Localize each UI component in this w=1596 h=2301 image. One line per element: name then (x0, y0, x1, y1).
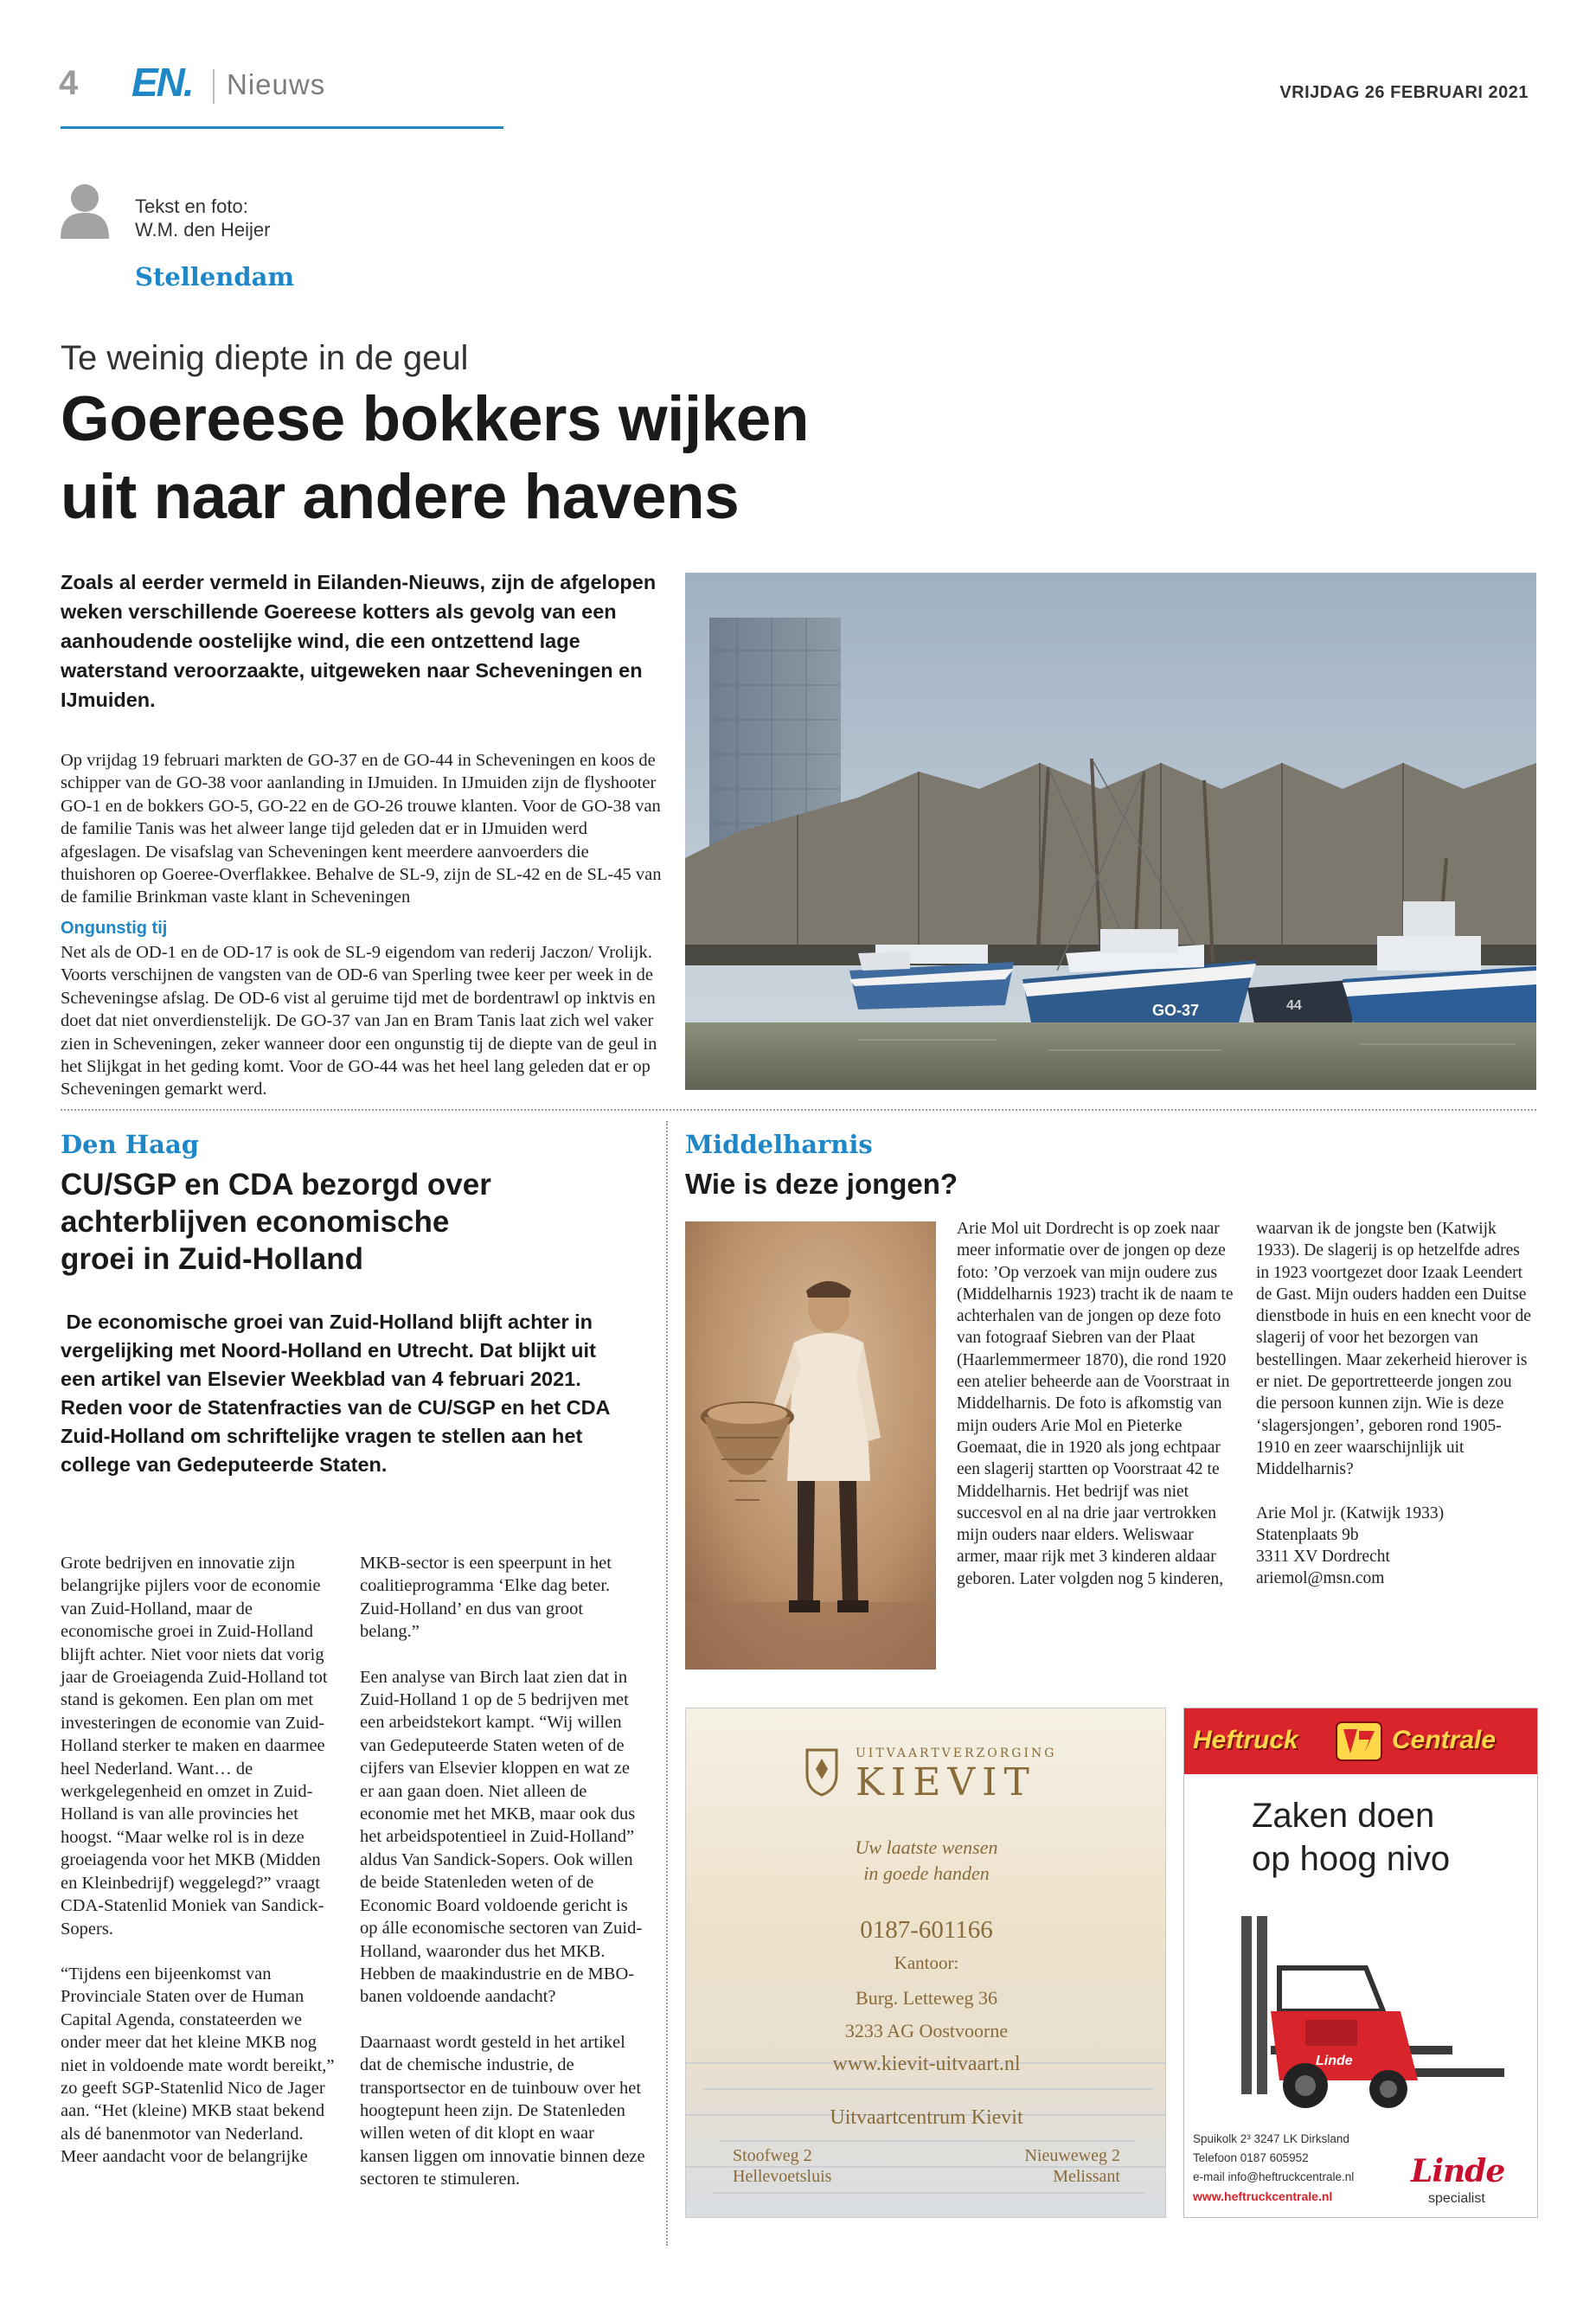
section-divider (61, 1109, 1536, 1111)
ad-phone[interactable]: 0187-601166 (860, 1916, 993, 1944)
byline-author: W.M. den Heijer (135, 219, 271, 240)
ad-slogan: Uw laatste wensen (855, 1836, 998, 1858)
ad-brand-name: KIEVIT (856, 1760, 1036, 1804)
headline-line-3: groei in Zuid-Holland (61, 1242, 363, 1276)
ad-brand-left: Heftruck (1193, 1726, 1298, 1754)
ad-website[interactable]: www.heftruckcentrale.nl (1193, 2189, 1333, 2203)
ad-location-city: Melissant (1053, 2167, 1120, 2186)
hc-logo-icon (1335, 1719, 1383, 1764)
column-divider (666, 1121, 668, 2246)
header-divider (213, 69, 215, 104)
ad-kievit[interactable] (685, 1708, 1166, 2218)
ad-slogan: Zaken doen (1252, 1797, 1435, 1835)
ad-slogan: in goede handen (863, 1862, 990, 1884)
author-avatar (59, 182, 111, 239)
address-line: 3311 XV Dordrecht (1256, 1548, 1390, 1567)
location-tag: Stellendam (135, 262, 295, 292)
forklift-image (1219, 1916, 1513, 2115)
signature: Arie Mol jr. (Katwijk 1933) (1256, 1503, 1445, 1522)
subhead: Ongunstig tij (61, 919, 168, 938)
paragraph: waarvan ik de jongste ben (Katwijk 1933). De slagerij is op hetzelfde adres in 1923 voortgezet door Izaak Leendert de Gast. Mijn ouders hadden een Duitse dienstbode in huis en een knecht voor de slagerij of voor het bezorgen van bestellingen. Maar zekerheid hierover is er niet. De geportretteerde jongen zou die persoon kunnen zijn. Wie is deze ‘slagersjongen’, geboren rond 1905-1910 en zeer waarschijnlijk uit Middelharnis? (1256, 1220, 1531, 1479)
harbor-photo (685, 573, 1536, 1090)
headline: Wie is deze jongen? (685, 1168, 958, 1200)
linde-sub: specialist (1428, 2191, 1485, 2206)
ad-office-label: Kantoor: (894, 1952, 959, 1973)
lead-paragraph: De economische groei van Zuid-Holland blijft achter in vergelijking met Noord-Holland en Utrecht. Dat blijkt uit een artikel van Elsevier Weekblad van 4 februari 2021. Reden voor de Statenfracties van de CU/SGP en het CDA Zuid-Holland om schriftelijke vragen te stellen aan het college van Gedeputeerde Staten. (61, 1311, 616, 1476)
article-column-2 (360, 1552, 645, 2191)
paragraph: Daarnaast wordt gesteld in het artikel dat de chemische industrie, de transportsector en de tuinbouw over het hoogtepunt heen zijn. De Statenleden willen weten of dit klopt en waar kansen liggen om innovatie binnen deze sectoren te stimuleren. (360, 2032, 645, 2189)
ad-slogan: op hoog nivo (1252, 1840, 1451, 1878)
ad-street: Burg. Letteweg 36 (856, 1987, 997, 2009)
address-line: Statenplaats 9b (1256, 1525, 1359, 1544)
location-tag: Middelharnis (685, 1130, 873, 1159)
logo: EN. (131, 60, 193, 105)
ad-website[interactable]: www.kievit-uitvaart.nl (832, 2053, 1021, 2075)
ad-tagline: UITVAARTVERZORGING (856, 1747, 1057, 1760)
headline-line-1: CU/SGP en CDA bezorgd over (61, 1168, 491, 1202)
paragraph: MKB-sector is een speerpunt in het coalitieprogramma ‘Elke dag beter. Zuid-Holland’ en dus van groot belang.” (360, 1554, 612, 1642)
section-name: Nieuws (227, 68, 326, 100)
issue-date: VRIJDAG 26 FEBRUARI 2021 (1279, 83, 1529, 102)
article-body: Op vrijdag 19 februari markten de GO-37 en de GO-44 in Scheveningen en koos de schipper van de GO-38 voor aanlanding in IJmuiden. In IJmuiden zijn de flyshooter GO-1 en de bokkers GO-5, GO-22 en de GO-26 trouwe klanten. Voor de GO-38 van de familie Tanis was het alweer lange tijd geleden dat er in IJmuiden werd afgeslagen. De visafslag van Scheveningen kent meerdere aanvoerders die thuishoren op Goeree-Overflakkee. Behalve de SL-9, zijn de SL-42 en de SL-45 van de familie Brinkman vaste klant in Scheveningen (61, 751, 662, 907)
paragraph: Een analyse van Birch laat zien dat in Zuid-Holland 1 op de 5 bedrijven met een arbeidstekort kampt. “Wij willen van Gedeputeerde Staten weten of de cijfers van Elsevier kloppen en wat ze er aan gaan doen. Niet alleen de economie met het MKB, maar ook dus het arbeidspotentieel in Zuid-Holland” aldus Van Sandick-Sopers. Ook willen de beide Statenleden weten of de Economic Board voldoende gericht is op álle economische sectoren van Zuid-Holland, waaronder dus het MKB. Hebben de maakindustrie en de MBO-banen voldoende aandacht? (360, 1667, 643, 2007)
ad-postal: 3233 AG Oostvoorne (844, 2020, 1009, 2041)
article-column-2 (1256, 1218, 1535, 1590)
ad-location-city: Hellevoetsluis (733, 2167, 832, 2186)
header-rule (61, 126, 503, 129)
page-number: 4 (59, 64, 79, 102)
ad-location-street: Nieuweweg 2 (1024, 2146, 1120, 2165)
paragraph: Grote bedrijven en innovatie zijn belangrijke pijlers voor de economie van Zuid-Holland, maar de economische groei in Zuid-Holland blijft achter. Niet voor niets dat vorig jaar de Groeiagenda Zuid-Holland tot stand is gekomen. Een plan om met investeringen de economie van Zuid-Holland sterker te maken en daarmee heel Nederland. Want… de werkgelegenheid en omzet in Zuid-Holland is van alle provincies het hoogst. “Maar welke rol is in deze groeiagenda voor het MKB (Midden en Kleinbedrijf) weggelegd?” vraagt CDA-Statenlid Moniek van Sandick-Sopers. (61, 1554, 328, 1939)
ad-brand-right: Centrale (1392, 1726, 1497, 1754)
article-body: Net als de OD-1 en de OD-17 is ook de SL-9 eigendom van rederij Jaczon/ Vrolijk. Voorts verschijnen de vangsten van de OD-6 van Sperling twee keer per week in de Scheveningse afslag. De OD-6 vist al geruime tijd met de bordentrawl op inktvis en doet dat niet onverdienstelijk. De GO-37 van Jan en Bram Tanis laat zich wel vaker zien in Scheveningen, zeker wanneer door een ongunstig tij de diepte van de geul in het Slijkgat in het geding komt. Voor de GO-44 was het heel lang geleden dat er op Scheveningen gemarkt werd. (61, 943, 657, 1099)
ad-heftruck[interactable] (1183, 1708, 1538, 2218)
boy-portrait-photo (685, 1221, 936, 1670)
article-column-1 (61, 1552, 336, 2169)
kicker: Te weinig diepte in de geul (61, 339, 469, 377)
ad-phone[interactable]: Telefoon 0187 605952 (1193, 2151, 1309, 2164)
location-tag: Den Haag (61, 1130, 200, 1159)
paragraph: “Tijdens een bijeenkomst van Provinciale Staten over de Human Capital Agenda, constateerden we onder meer dat het kleine MKB nog niet in voldoende mate wordt bereikt,” zo geeft SGP-Statenlid Nico de Jager aan. “Het (kleine) MKB staat bekend als dé banenmotor van Nederland. Meer aandacht voor de belangrijke (61, 1964, 335, 2167)
byline-credit: Tekst en foto: (135, 195, 248, 217)
headline-line-1: Goereese bokkers wijken (61, 384, 809, 454)
linde-logo: Linde (1411, 2153, 1505, 2189)
ad-centre-name: Uitvaartcentrum Kievit (830, 2106, 1023, 2129)
email-address[interactable]: ariemol@msn.com (1256, 1569, 1385, 1588)
forklift-badge-text: Linde (1316, 2054, 1353, 2068)
ad-location-street: Stoofweg 2 (733, 2146, 812, 2165)
hull-number-label: 44 (1286, 998, 1302, 1013)
ad-email[interactable]: e-mail info@heftruckcentrale.nl (1193, 2170, 1355, 2183)
lead-paragraph: Zoals al eerder vermeld in Eilanden-Nieuws, zijn de afgelopen weken verschillende Goereese kotters als gevolg van een aanhoudende oostelijke wind, die een ontzettend lage waterstand veroorzaakte, uitgeweken naar Scheveningen en IJmuiden. (61, 571, 657, 711)
headline-line-2: uit naar andere havens (61, 462, 740, 532)
crest-icon (800, 1745, 843, 1797)
ad-address: Spuikolk 2³ 3247 LK Dirksland (1193, 2132, 1349, 2145)
hull-number-label: GO-37 (1152, 1002, 1200, 1019)
headline-line-2: achterblijven economische (61, 1205, 450, 1239)
article-column-1: Arie Mol uit Dordrecht is op zoek naar meer informatie over de jongen op deze foto: ’Op verzoek van mijn oudere zus (Middelharnis 1923) tracht ik de naam te achterhalen van de jongen op deze foto van fotograaf Siebren van der Plaat (Haarlemmermeer 1870), die rond 1920 een atelier beheerde aan de Voorstraat in Middelharnis. De foto is afkomstig van mijn ouders Arie Mol en Pieterke Goemaat, die in 1920 als jong echtpaar een slagerij startten op Voorstraat 42 te Middelharnis. Het bedrijf was niet succesvol en al na drie jaar vertrokken mijn ouders naar elders. Weliswaar armer, maar rijk met 3 kinderen aldaar geboren. Later volgden nog 5 kinderen, (957, 1220, 1234, 1588)
